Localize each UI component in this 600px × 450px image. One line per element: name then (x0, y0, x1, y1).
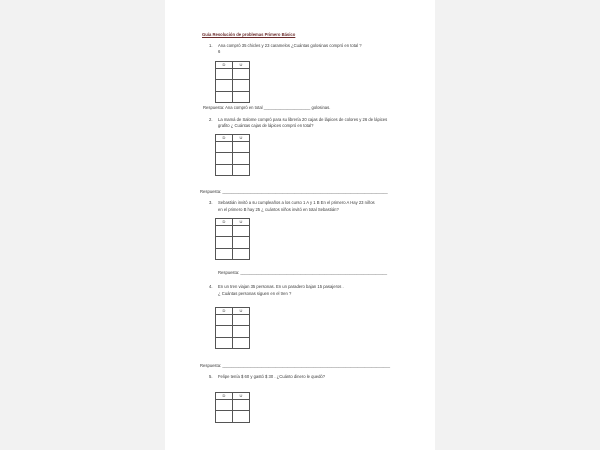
problem-1-number: 1. (209, 43, 213, 48)
grid-cell[interactable] (233, 164, 250, 176)
grid-cell[interactable] (233, 68, 250, 80)
problem-4-place-value-grid (215, 307, 250, 349)
problem-3-text-line-2: en el primero B hay 25 ¿ cuántos niños invitó en total Sebastián? (218, 207, 339, 212)
problem-3-number: 3. (209, 200, 213, 205)
problem-3-place-value-grid (215, 218, 250, 260)
grid-cell[interactable] (216, 68, 233, 80)
grid-header-units: U (233, 393, 250, 400)
problem-5-place-value-grid (215, 392, 250, 423)
problem-3-answer: Respuesta: _______________________________________________________________ (218, 270, 388, 275)
problem-2-text-line-2: grafito ¿ Cuántas cajas de lápices compró en total? (218, 123, 314, 128)
grid-cell[interactable] (216, 80, 233, 92)
worksheet-title: Guía Resolución de problemas Primero Básico (202, 32, 296, 37)
worksheet-page (165, 0, 435, 450)
grid-cell[interactable] (233, 326, 250, 338)
grid-cell[interactable] (233, 314, 250, 326)
grid-cell[interactable] (216, 141, 233, 153)
grid-cell[interactable] (233, 91, 250, 103)
problem-1-note: 6 (218, 49, 221, 54)
grid-header-tens: D (216, 308, 233, 315)
grid-header-units: U (233, 219, 250, 226)
grid-cell[interactable] (233, 225, 250, 237)
problem-4-text-line-1: En un tren viajan 35 personas. En un paradero bajan 15 pasajeros . (218, 284, 344, 289)
grid-cell[interactable] (216, 153, 233, 165)
problem-1-answer: Respuesta: Ana compró en total ____________________ golosinas. (203, 105, 331, 110)
problem-5-number: 5. (209, 374, 213, 379)
grid-header-tens: D (216, 219, 233, 226)
grid-cell[interactable] (233, 153, 250, 165)
grid-cell[interactable] (216, 399, 233, 411)
problem-2-number: 2. (209, 117, 213, 122)
grid-header-tens: D (216, 62, 233, 69)
grid-cell[interactable] (216, 91, 233, 103)
grid-header-units: U (233, 308, 250, 315)
problem-4-number: 4. (209, 284, 213, 289)
problem-4-text-line-2: ¿ Cuántas personas siguen en el tren ? (218, 291, 292, 296)
grid-cell[interactable] (233, 337, 250, 349)
problem-5-text: Felipe tenía $ 60 y gastó $ 30 . ¿Cuánto dinero le quedó? (218, 374, 326, 379)
grid-cell[interactable] (233, 399, 250, 411)
grid-header-units: U (233, 135, 250, 142)
grid-cell[interactable] (216, 314, 233, 326)
problem-2-text-line-1: La mamá de Salome compró para su librería 20 cajas de lápices de colores y 26 de lápices (218, 117, 388, 122)
grid-cell[interactable] (216, 326, 233, 338)
grid-cell[interactable] (216, 411, 233, 423)
grid-header-units: U (233, 62, 250, 69)
problem-1-place-value-grid (215, 61, 250, 103)
problem-3-text-line-1: Sebastián invitó a su cumpleaños a los curso 1 A y 1 B En el primero A Hay 23 niños (218, 200, 375, 205)
grid-cell[interactable] (216, 337, 233, 349)
problem-2-answer: Respuesta: _______________________________________________________________________ (200, 189, 388, 194)
grid-cell[interactable] (233, 248, 250, 260)
problem-4-answer: Respuesta: ________________________________________________________________________ (200, 363, 391, 368)
grid-cell[interactable] (216, 225, 233, 237)
grid-header-tens: D (216, 135, 233, 142)
grid-cell[interactable] (233, 411, 250, 423)
problem-1-text: Ana compró 35 chicles y 23 caramelos ¿Cuántas golosinas compró en total ? (218, 43, 362, 48)
grid-cell[interactable] (216, 237, 233, 249)
grid-cell[interactable] (233, 237, 250, 249)
grid-header-tens: D (216, 393, 233, 400)
problem-2-place-value-grid (215, 134, 250, 176)
grid-cell[interactable] (216, 164, 233, 176)
grid-cell[interactable] (216, 248, 233, 260)
grid-cell[interactable] (233, 141, 250, 153)
grid-cell[interactable] (233, 80, 250, 92)
